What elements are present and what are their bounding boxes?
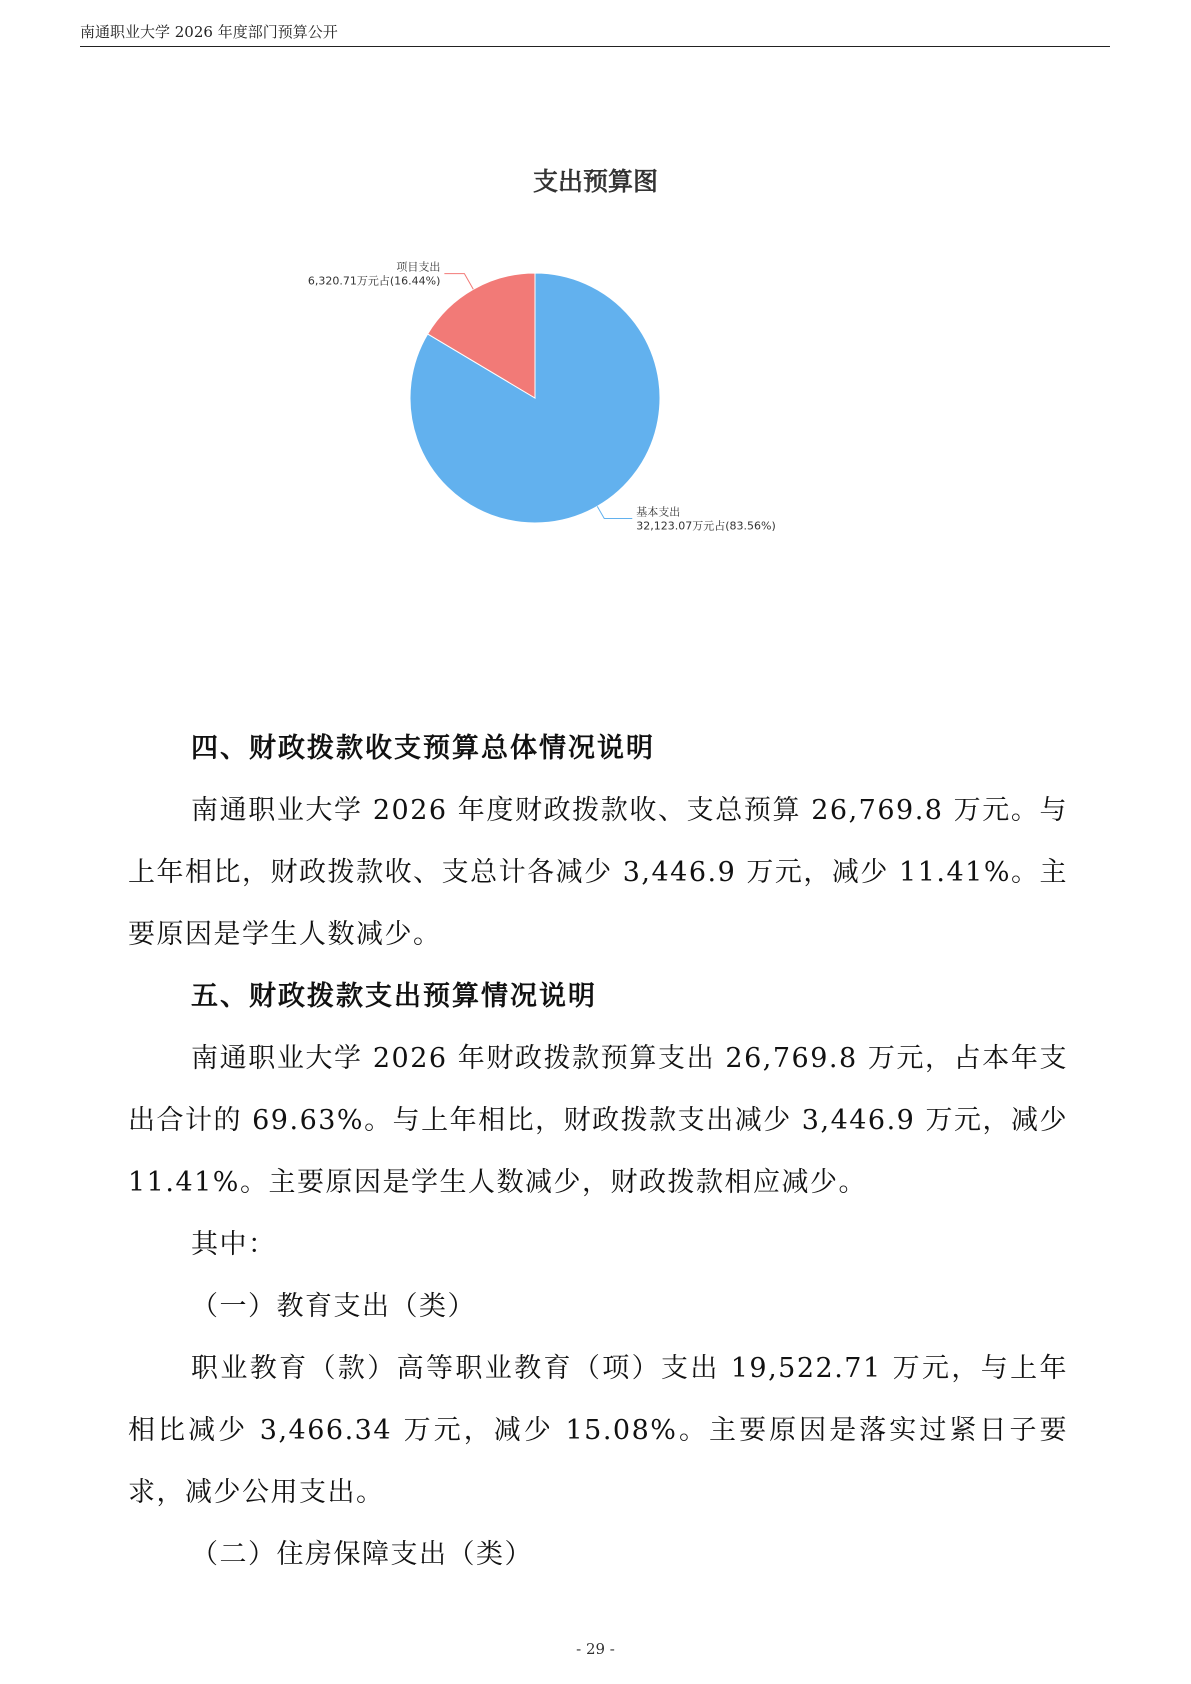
pie-chart [0,0,1191,600]
leader-line-basic [597,506,632,518]
paragraph-among: 其中： [191,1229,277,1260]
paragraph-education: 职业教育（款）高等职业教育（项）支出 19,522.71 万元，与上年相比减少 3,466.34 万元，减少 15.08%。主要原因是落实过紧日子要求，减少公用支出。 [128,1353,1068,1508]
leader-line-project [444,274,473,290]
slice-value-label-basic: 32,123.07万元占(83.56%) [636,519,776,533]
section-heading-5: 五、财政拨款支出预算情况说明 [191,981,597,1012]
slice-value-label-project: 6,320.71万元占(16.44%) [307,274,441,288]
section-heading-4: 四、财政拨款收支预算总体情况说明 [191,733,655,764]
subheading-education: （一）教育支出（类） [191,1291,476,1322]
paragraph-5: 南通职业大学 2026 年财政拨款预算支出 26,769.8 万元，占本年支出合计的 69.63%。与上年相比，财政拨款支出减少 3,446.9 万元，减少 11.41%。主要原因是学生人数减少，财政拨款相应减少。 [128,1043,1068,1198]
slice-name-label-project: 项目支出 [396,260,441,274]
document-body [128,718,1068,1586]
chart-title: 支出预算图 [532,167,658,196]
paragraph-4: 南通职业大学 2026 年度财政拨款收、支总预算 26,769.8 万元。与上年相比，财政拨款收、支总计各减少 3,446.9 万元，减少 11.41%。主要原因是学生人数减少。 [128,795,1068,950]
slice-name-label-basic: 基本支出 [636,505,681,519]
page-number: - 29 - [576,1640,615,1658]
header-title: 南通职业大学 2026 年度部门预算公开 [80,23,338,41]
subheading-housing: （二）住房保障支出（类） [191,1539,533,1570]
